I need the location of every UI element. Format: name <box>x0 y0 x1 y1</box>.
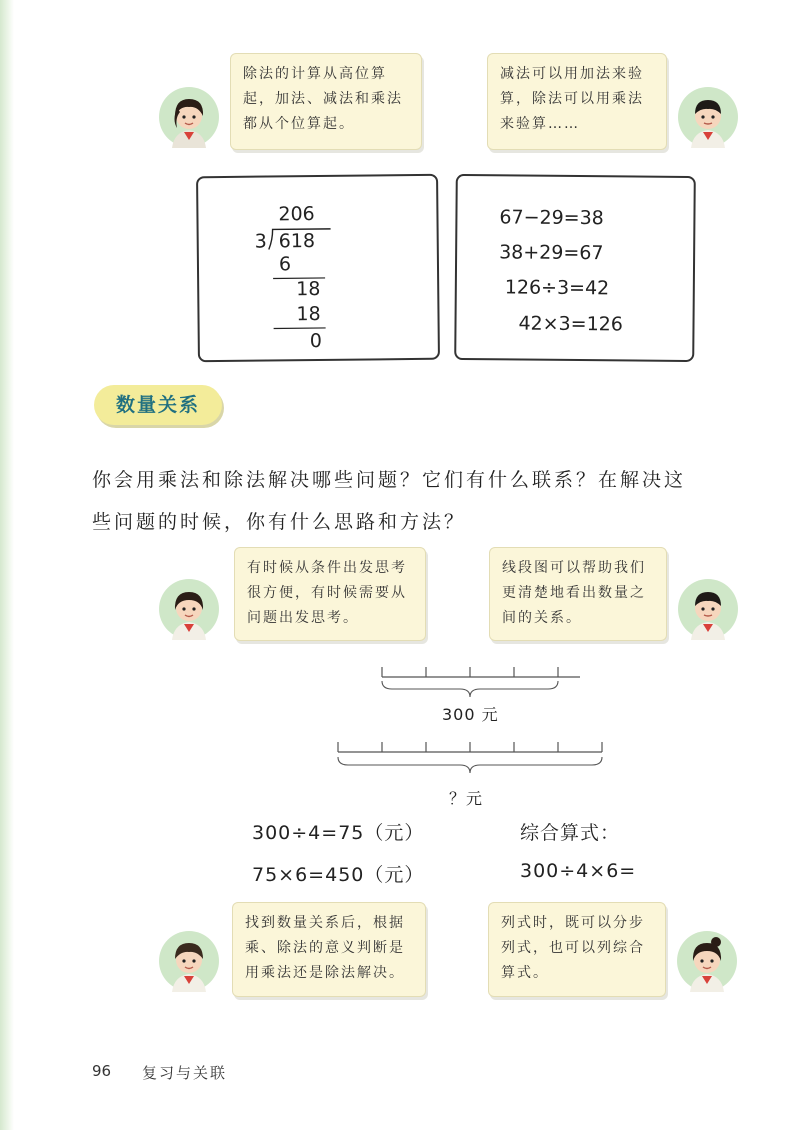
combined-equation: 300÷4×6= <box>520 860 637 882</box>
bubble-line: 减法可以用加法来验 <box>500 66 644 82</box>
verification-box <box>454 174 696 362</box>
bubble-line: 列式时，既可以分步 <box>501 915 645 931</box>
division-step: 18 <box>296 277 321 301</box>
divisor: 3 <box>254 230 267 253</box>
bubble-line: 除法的计算从高位算 <box>243 66 387 82</box>
long-division-box <box>196 174 440 363</box>
division-step: 18 <box>296 302 321 326</box>
speech-bubble-mid-right <box>489 547 667 641</box>
bubble-line: 来验算…… <box>500 116 580 132</box>
footer-section: 复习与关联 <box>142 1064 228 1082</box>
page-number: 96 <box>92 1062 112 1080</box>
step-equation-1: 300÷4=75（元） <box>252 822 425 844</box>
diagram-label-unknown: ？元 <box>449 789 484 808</box>
girl-avatar-icon <box>676 930 738 992</box>
bubble-line: 乘、除法的意义判断是 <box>245 940 405 956</box>
speech-bubble-top-left <box>230 53 422 150</box>
bubble-line: 很方便，有时候需要从 <box>247 585 407 601</box>
question-line: 些问题的时候，你有什么思路和方法？ <box>92 511 467 533</box>
bubble-line: 起，加法、减法和乘法 <box>243 91 403 107</box>
diagram-label-known: 300 元 <box>442 705 499 724</box>
bubble-line: 间的关系。 <box>502 610 582 626</box>
combined-title: 综合算式： <box>520 822 621 844</box>
girl-avatar-icon <box>158 578 220 640</box>
girl-avatar-icon <box>158 86 220 148</box>
division-step: 6 <box>278 253 292 276</box>
bubble-line: 找到数量关系后，根据 <box>245 915 405 931</box>
bubble-line: 算，除法可以用乘法 <box>500 91 644 107</box>
boy-avatar-icon <box>158 930 220 992</box>
quotient: 206 <box>278 203 315 226</box>
bubble-line: 列式，也可以列综合 <box>501 940 645 956</box>
boy-avatar-icon <box>677 86 739 148</box>
question-line: 你会用乘法和除法解决哪些问题？它们有什么联系？在解决这 <box>92 469 687 491</box>
check-equation: 67−29=38 <box>499 206 604 230</box>
bubble-line: 问题出发思考。 <box>247 610 359 626</box>
check-equation: 126÷3=42 <box>504 276 610 300</box>
bubble-line: 更清楚地看出数量之 <box>502 585 646 601</box>
bubble-line: 用乘法还是除法解决。 <box>245 965 405 981</box>
division-bracket <box>198 176 442 365</box>
bubble-line: 有时候从条件出发思考 <box>247 560 407 576</box>
bubble-line: 算式。 <box>501 965 549 981</box>
speech-bubble-top-right <box>487 53 667 150</box>
check-equation: 42×3=126 <box>518 312 623 336</box>
speech-bubble-bottom-right <box>488 902 666 997</box>
remainder: 0 <box>309 329 322 353</box>
section-heading: 数量关系 <box>94 385 222 425</box>
bubble-line: 都从个位算起。 <box>243 116 355 132</box>
page-edge <box>0 0 14 1130</box>
step-equation-2: 75×6=450（元） <box>252 864 425 886</box>
bubble-line: 线段图可以帮助我们 <box>502 560 646 576</box>
speech-bubble-mid-left <box>234 547 426 641</box>
dividend: 618 <box>278 230 316 253</box>
check-equation: 38+29=67 <box>499 241 604 265</box>
speech-bubble-bottom-left <box>232 902 426 997</box>
boy-avatar-icon <box>677 578 739 640</box>
